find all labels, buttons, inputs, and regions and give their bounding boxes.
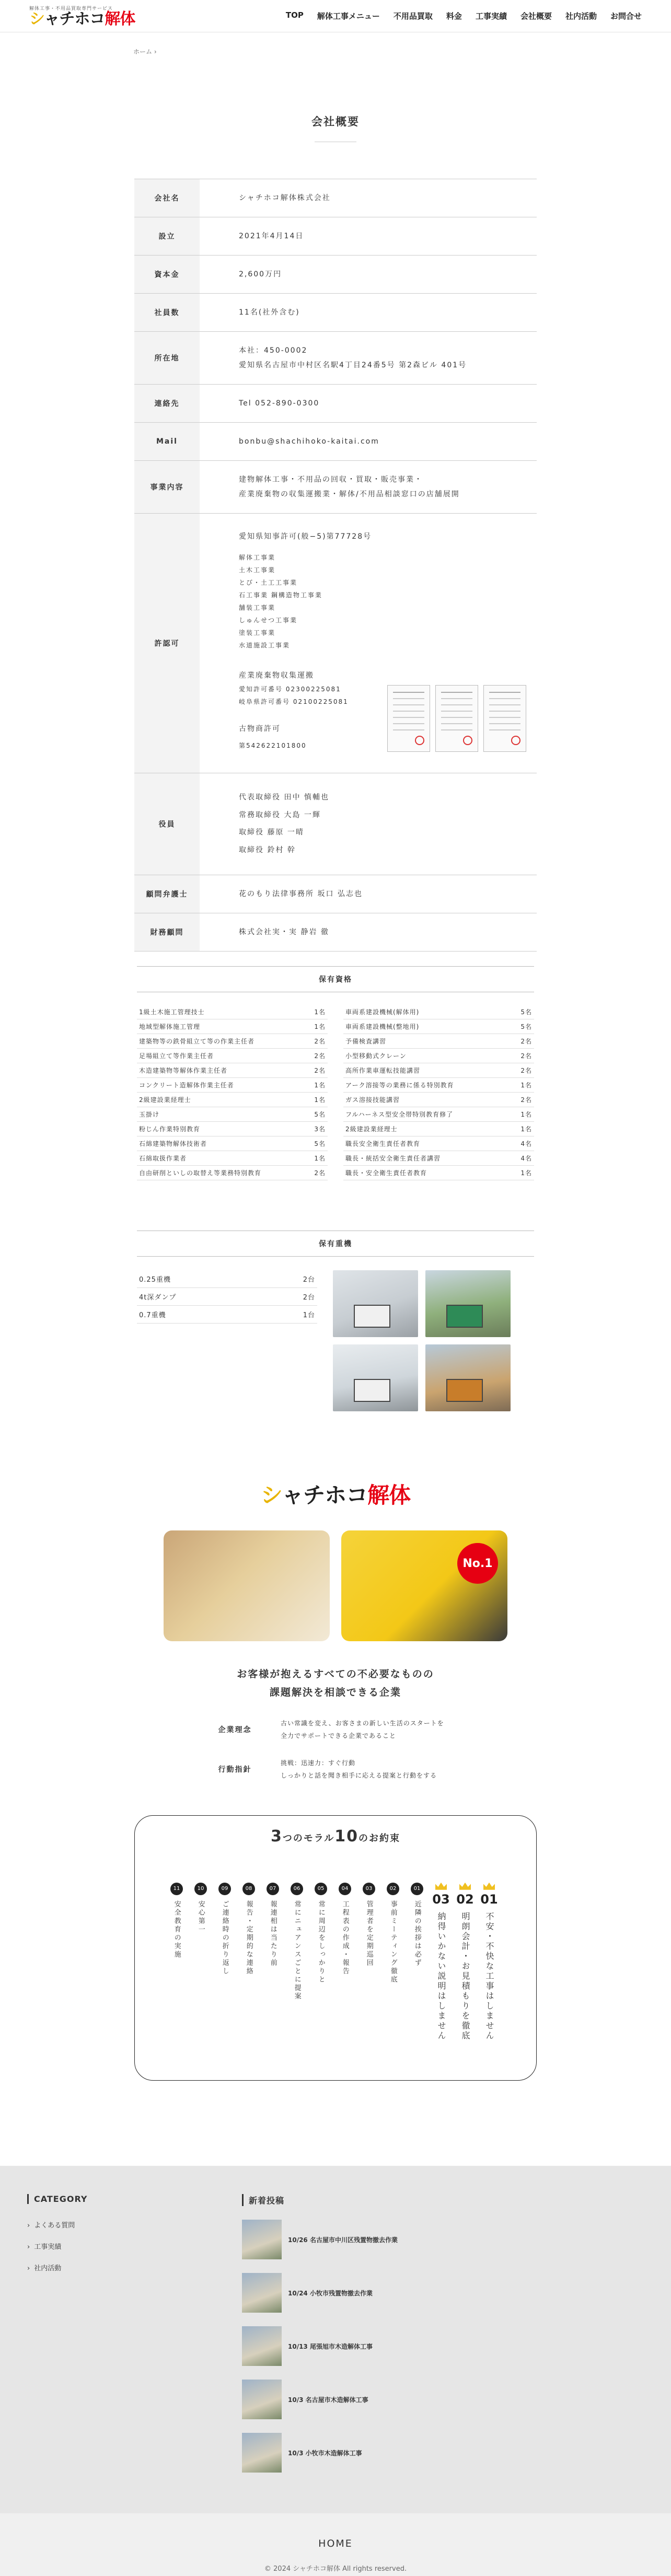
qualification-name: 木造建築物等解体作業主任者: [139, 1067, 228, 1075]
qualification-row: [137, 1122, 328, 1136]
crown-icon: [435, 1883, 447, 1890]
crown-icon: [459, 1883, 471, 1890]
copyright: © 2024 シャチホコ解体 All rights reserved.: [264, 2565, 407, 2573]
post-thumbnail: [242, 2326, 282, 2366]
vision-row: 企業理念 古い常識を変え、お客さまの新しい生活のスタートを 全力でサポートできる企業であること: [218, 1719, 444, 1739]
moral-promise: 01 不安・不快な工事はしません: [479, 1883, 500, 2041]
qualification-row: [343, 1122, 534, 1136]
post-thumbnail: [242, 2220, 282, 2259]
qualification-count: 2名: [314, 1169, 326, 1177]
qualification-name: 2級建設業経理士: [139, 1096, 191, 1104]
qualification-name: 予備検査講習: [345, 1038, 387, 1046]
category-link[interactable]: › 社内活動: [27, 2262, 88, 2272]
qualification-name: コンクリート造解体作業主任者: [139, 1082, 234, 1089]
qualifications-title: 保有資格: [137, 966, 534, 992]
no1-badge: No.1: [457, 1543, 498, 1584]
nav-buyback[interactable]: 不用品買取: [393, 11, 433, 21]
row-permits: 許認可 愛知県知事許可(般−5)第77728号 解体工事業 土木工事業 とび・土工工事業 石工事業 鋼構造物工事業 舗装工事業 しゅんせつ工事業 塗装工事業 水道施設工事業 産業廃棄物収集運搬 愛知許可番号 02300225081 岐阜県許可番号 02100225081 古物商許可 第542622101800: [134, 514, 537, 773]
qualification-name: 地域型解体施工管理: [139, 1023, 201, 1031]
logo[interactable]: [29, 5, 135, 27]
qualification-count: 1名: [314, 1023, 326, 1031]
nav-contact[interactable]: お問合せ: [610, 11, 642, 21]
morals-title: 3つのモラル10のお約束: [270, 1827, 401, 1846]
nav-price[interactable]: 料金: [446, 11, 462, 21]
qualification-count: 4名: [520, 1140, 532, 1148]
qualification-count: 1名: [520, 1111, 532, 1119]
moral-promise: 03 納得いかない説明はしません: [431, 1883, 452, 2041]
equipment-row: [137, 1306, 317, 1324]
qualification-count: 2名: [314, 1052, 326, 1060]
permit-document-image[interactable]: [435, 685, 478, 752]
qualification-row: [137, 1063, 328, 1078]
qualifications-left: [137, 1005, 328, 1180]
qualification-count: 2名: [520, 1067, 532, 1075]
row-business: 事業内容 建物解体工事・不用品の回収・買取・販売事業・ 産業廃棄物の収集運搬業・解体/不用品相談窓口の店舗展開: [134, 461, 537, 514]
qualification-name: 小型移動式クレーン: [345, 1052, 407, 1060]
moral-item: 03 管理者を定期巡回: [358, 1883, 379, 2041]
recent-post[interactable]: 10/13 尾張旭市木造解体工事: [242, 2326, 398, 2366]
qualification-row: [137, 1093, 328, 1107]
qualification-count: 1名: [520, 1082, 532, 1089]
qualification-name: ガス溶接技能講習: [345, 1096, 400, 1104]
qualification-name: 車両系建設機械(解体用): [345, 1008, 420, 1016]
moral-item: 11 安全教育の実施: [166, 1883, 187, 2041]
qualification-row: [343, 1034, 534, 1049]
qualification-name: 自由研削といしの取替え等業務特別教育: [139, 1169, 262, 1177]
permit-document-image[interactable]: [483, 685, 526, 752]
qualification-name: 粉じん作業特別教育: [139, 1125, 201, 1133]
qualification-count: 2名: [314, 1038, 326, 1046]
row-finance: 財務顧問 株式会社実・実 静岩 徹: [134, 913, 537, 952]
qualification-row: [137, 1019, 328, 1034]
qualification-row: [343, 1151, 534, 1166]
qualification-name: 0.25重機: [139, 1276, 171, 1284]
qualification-name: 足場組立て等作業主任者: [139, 1052, 214, 1060]
nav-company[interactable]: 会社概要: [520, 11, 552, 21]
qualification-row: [137, 1136, 328, 1151]
qualification-name: アーク溶接等の業務に係る特別教育: [345, 1082, 454, 1089]
qualification-count: 1名: [314, 1155, 326, 1163]
qualification-count: 5名: [314, 1111, 326, 1119]
row-staff: 社員数 11名(社外含む): [134, 294, 537, 332]
qualification-name: 石綿建築物解体技術者: [139, 1140, 207, 1148]
qualification-name: 4t深ダンプ: [139, 1294, 177, 1302]
qualification-count: 2名: [520, 1096, 532, 1104]
qualification-name: 玉掛け: [139, 1111, 160, 1119]
row-capital: 資本金 2,600万円: [134, 256, 537, 294]
qualification-count: 1名: [314, 1008, 326, 1016]
brand-tagline: お客様が抱えるすべての不必要なものの 課題解決を相談できる企業: [237, 1668, 434, 1698]
qualification-name: 石綿取扱作業者: [139, 1155, 187, 1163]
morals-columns: [166, 1883, 500, 2041]
moral-item: 01 近隣の挨拶は必ず: [407, 1883, 427, 2041]
qualification-count: 2名: [314, 1067, 326, 1075]
qualification-row: [137, 1151, 328, 1166]
equipment-title: 保有重機: [137, 1231, 534, 1257]
moral-item: 09 ご連絡時の折り返し: [214, 1883, 235, 2041]
site-header: [0, 0, 671, 32]
moral-item: 06 常にニュアンスごとに提案: [286, 1883, 307, 2041]
footer-widgets: [0, 2166, 671, 2513]
qualification-count: 5名: [520, 1023, 532, 1031]
logo-text: シャチホコ解体: [29, 10, 135, 28]
equipment-list: [137, 1270, 317, 1411]
qualification-row: [343, 1005, 534, 1019]
qualification-count: 2名: [520, 1052, 532, 1060]
equipment-photo: [333, 1344, 418, 1411]
equipment-section: [137, 1270, 534, 1411]
page-title: 会社概要: [311, 115, 360, 128]
qualifications-list: [137, 1005, 534, 1180]
qualification-name: 1級土木施工管理技士: [139, 1008, 205, 1016]
qualification-name: 職長・統括安全衛生責任者講習: [345, 1155, 441, 1163]
qualification-count: 2台: [303, 1276, 315, 1284]
category-link[interactable]: › 工事実績: [27, 2241, 88, 2251]
row-lawyer: 顧問弁護士 花のもり法律事務所 坂口 弘志也: [134, 875, 537, 913]
permit-documents: [387, 665, 526, 752]
post-thumbnail: [242, 2273, 282, 2313]
nav-top[interactable]: TOP: [285, 10, 304, 20]
qualification-count: 1名: [314, 1082, 326, 1089]
category-widget: CATEGORY › よくある質問 › 工事実績 › 社内活動: [27, 2194, 88, 2284]
home-link[interactable]: HOME: [318, 2538, 353, 2549]
recent-post[interactable]: 10/3 名古屋市木造解体工事: [242, 2380, 398, 2419]
moral-promise: 02 明朗会計・お見積もりを徹底: [455, 1883, 476, 2041]
qualification-count: 1台: [303, 1312, 315, 1320]
company-table: [134, 179, 537, 952]
brand-logo: シャチホコ解体: [260, 1482, 411, 1509]
qualification-row: [343, 1078, 534, 1093]
qualification-row: [343, 1093, 534, 1107]
qualification-count: 4名: [520, 1155, 532, 1163]
row-mail: Mail bonbu@shachihoko-kaitai.com: [134, 423, 537, 461]
qualification-row: [137, 1034, 328, 1049]
qualification-count: 1名: [520, 1169, 532, 1177]
qualification-row: [137, 1005, 328, 1019]
policy-row: 行動指針 挑戦：迅速力：すぐ行動 しっかりと話を聞き相手に応える提案と行動をする: [218, 1759, 437, 1779]
moral-item: 04 工程表の作成・報告: [334, 1883, 355, 2041]
qualification-name: 2級建設業経理士: [345, 1125, 398, 1133]
logo-tagline: 解体工事・不用品買取専門サービス: [29, 6, 113, 11]
permit-document-image[interactable]: [387, 685, 430, 752]
qualification-row: [137, 1166, 328, 1180]
nav-activities[interactable]: 社内活動: [565, 11, 597, 21]
qualification-name: 建築物等の鉄骨組立て等の作業主任者: [139, 1038, 255, 1046]
moral-item: 02 事前ミーティング徹底: [383, 1883, 403, 2041]
equipment-photo: [425, 1270, 511, 1337]
recent-post[interactable]: 10/24 小牧市残置物撤去作業: [242, 2273, 398, 2313]
qualification-name: 高所作業車運転技能講習: [345, 1067, 421, 1075]
qualifications-right: [343, 1005, 534, 1180]
row-officers: 役員 代表取締役 田中 慎輔也 常務取締役 大島 一輝 取締役 藤原 一晴 取締役 鈴村 幹: [134, 773, 537, 875]
equipment-photo: [333, 1270, 418, 1337]
moral-item: 07 報連相は当たり前: [262, 1883, 283, 2041]
qualification-count: 1名: [520, 1125, 532, 1133]
row-established: 設立 2021年4月14日: [134, 217, 537, 256]
equipment-photos: [333, 1270, 511, 1411]
qualification-row: [343, 1166, 534, 1180]
company-values: [189, 1717, 482, 1782]
recent-posts-widget: 新着投稿 10/26 名古屋市中川区残置物撤去作業 10/24 小牧市残置物撤去作業 10/13 尾張旭市木造解体工事 10/3 名古屋市木造解体工事 10/3 小牧市木造解体工事: [242, 2194, 398, 2473]
nav-works[interactable]: 工事実績: [475, 11, 507, 21]
qualification-row: [137, 1078, 328, 1093]
qualification-row: [343, 1063, 534, 1078]
row-address: 所在地 本社：450-0002 愛知県名古屋市中村区名駅4丁目24番5号 第2森ビル 401号: [134, 332, 537, 385]
equipment-photo: [425, 1344, 511, 1411]
qualification-name: 0.7重機: [139, 1312, 166, 1320]
breadcrumb[interactable]: ホーム ›: [133, 48, 157, 55]
brand-photo-staff: [341, 1530, 507, 1641]
equipment-row: [137, 1288, 317, 1306]
qualification-count: 5名: [314, 1140, 326, 1148]
post-thumbnail: [242, 2433, 282, 2473]
qualification-name: フルハーネス型安全帯特別教育修了: [345, 1111, 454, 1119]
recent-post[interactable]: 10/3 小牧市木造解体工事: [242, 2433, 398, 2473]
qualification-row: [137, 1107, 328, 1122]
morals-card: [134, 1815, 537, 2081]
qualification-count: 1名: [314, 1096, 326, 1104]
qualification-count: 3名: [314, 1125, 326, 1133]
qualification-name: 車両系建設機械(整地用): [345, 1023, 420, 1031]
row-tel: 連絡先 Tel 052-890-0300: [134, 385, 537, 423]
nav-demolition-menu[interactable]: 解体工事メニュー: [317, 11, 380, 21]
qualification-row: [343, 1136, 534, 1151]
qualification-count: 2名: [520, 1038, 532, 1046]
moral-item: 05 常に周辺をしっかりと: [310, 1883, 331, 2041]
qualification-name: 職長安全衛生責任者教育: [345, 1140, 421, 1148]
qualification-count: 5名: [520, 1008, 532, 1016]
row-name: 会社名 シャチホコ解体株式会社: [134, 179, 537, 217]
crown-icon: [483, 1883, 495, 1890]
qualification-name: 職長・安全衛生責任者教育: [345, 1169, 427, 1177]
category-link[interactable]: › よくある質問: [27, 2220, 88, 2230]
brand-photo-poster: [164, 1530, 330, 1641]
moral-item: 08 報告・定期的な連絡: [238, 1883, 259, 2041]
recent-post[interactable]: 10/26 名古屋市中川区残置物撤去作業: [242, 2220, 398, 2259]
qualification-row: [137, 1049, 328, 1063]
qualification-row: [343, 1019, 534, 1034]
qualification-row: [343, 1049, 534, 1063]
main-nav: [286, 10, 642, 21]
equipment-row: [137, 1270, 317, 1288]
qualification-row: [343, 1107, 534, 1122]
qualification-count: 2台: [303, 1294, 315, 1302]
permit-list: 解体工事業 土木工事業 とび・土工工事業 石工事業 鋼構造物工事業 舗装工事業 しゅんせつ工事業 塗装工事業 水道施設工事業: [239, 554, 322, 649]
post-thumbnail: [242, 2380, 282, 2419]
moral-item: 10 安心第一: [190, 1883, 211, 2041]
brand-photos: [0, 1530, 671, 1641]
